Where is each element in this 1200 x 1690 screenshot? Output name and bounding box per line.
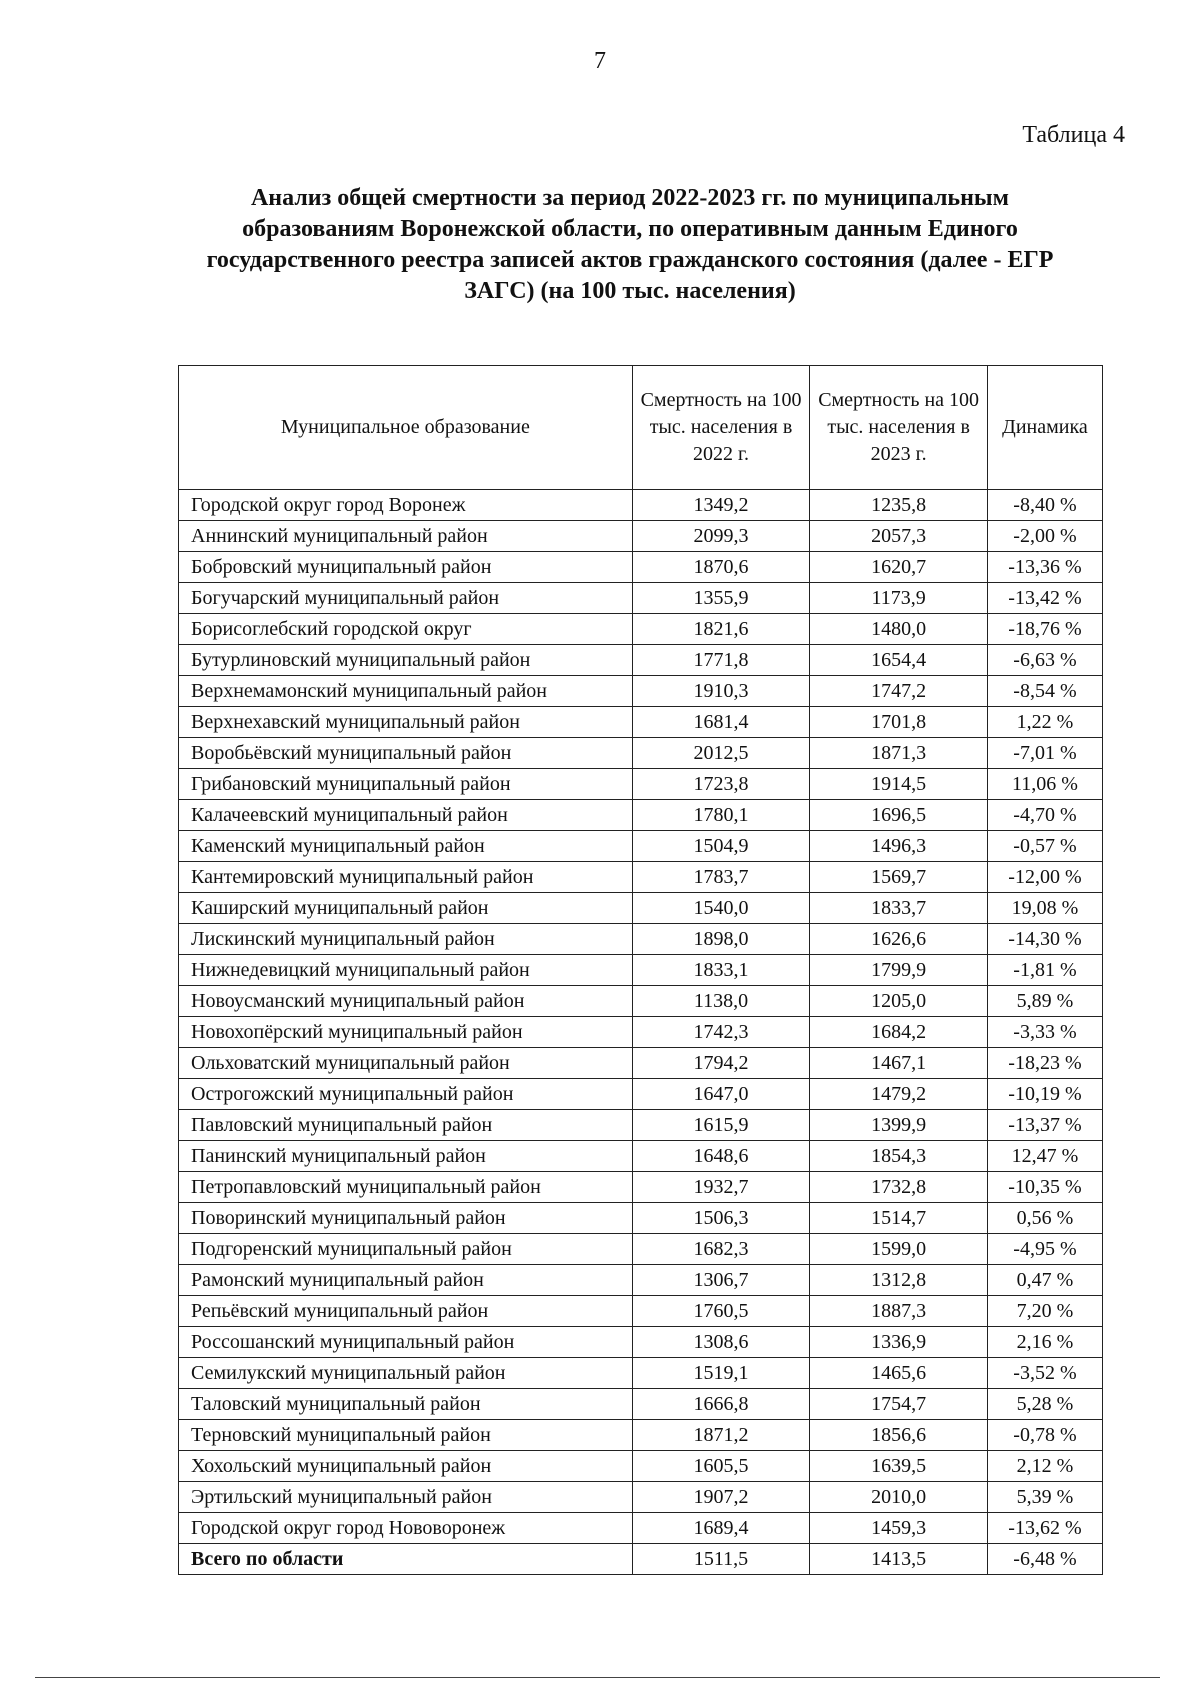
- table-row: [179, 490, 1103, 521]
- mortality-2023-cell: 1620,7: [810, 552, 988, 583]
- mortality-2023-cell: 1701,8: [810, 707, 988, 738]
- mortality-2022-cell: 1932,7: [632, 1172, 810, 1203]
- dynamics-cell: 5,89 %: [987, 986, 1102, 1017]
- dynamics-cell: -13,42 %: [987, 583, 1102, 614]
- mortality-2022-cell: 1771,8: [632, 645, 810, 676]
- table-row: [179, 1327, 1103, 1358]
- mortality-2023-cell: 1754,7: [810, 1389, 988, 1420]
- mortality-2023-cell: 1479,2: [810, 1079, 988, 1110]
- municipality-cell: Калачеевский муниципальный район: [179, 800, 633, 831]
- dynamics-cell: -1,81 %: [987, 955, 1102, 986]
- municipality-cell: Таловский муниципальный район: [179, 1389, 633, 1420]
- dynamics-cell: -14,30 %: [987, 924, 1102, 955]
- mortality-2022-cell: 1794,2: [632, 1048, 810, 1079]
- table-row: [179, 645, 1103, 676]
- mortality-2022-cell: 1666,8: [632, 1389, 810, 1420]
- municipality-cell: Каширский муниципальный район: [179, 893, 633, 924]
- mortality-2023-cell: 2010,0: [810, 1482, 988, 1513]
- table-row: [179, 1358, 1103, 1389]
- dynamics-cell: 2,16 %: [987, 1327, 1102, 1358]
- municipality-cell: Городской округ город Нововоронеж: [179, 1513, 633, 1544]
- dynamics-cell: -12,00 %: [987, 862, 1102, 893]
- municipality-cell: Воробьёвский муниципальный район: [179, 738, 633, 769]
- total-row: [179, 1544, 1103, 1575]
- header-municipality: Муниципальное образование: [179, 366, 633, 490]
- municipality-cell: Верхнемамонский муниципальный район: [179, 676, 633, 707]
- table-row: [179, 1513, 1103, 1544]
- mortality-2022-cell: 1306,7: [632, 1265, 810, 1296]
- mortality-2022-cell: 1871,2: [632, 1420, 810, 1451]
- mortality-2022-cell: 1682,3: [632, 1234, 810, 1265]
- mortality-2022-cell: 1605,5: [632, 1451, 810, 1482]
- mortality-2023-cell: 1887,3: [810, 1296, 988, 1327]
- table-row: [179, 1265, 1103, 1296]
- dynamics-cell: -4,70 %: [987, 800, 1102, 831]
- dynamics-cell: 5,39 %: [987, 1482, 1102, 1513]
- header-dynamics: Динамика: [987, 366, 1102, 490]
- dynamics-cell: -6,63 %: [987, 645, 1102, 676]
- table-row: [179, 831, 1103, 862]
- mortality-2022-cell: 1349,2: [632, 490, 810, 521]
- table-row: [179, 1017, 1103, 1048]
- mortality-2022-cell: 1783,7: [632, 862, 810, 893]
- municipality-cell: Петропавловский муниципальный район: [179, 1172, 633, 1203]
- municipality-cell: Новоусманский муниципальный район: [179, 986, 633, 1017]
- mortality-2023-cell: 1465,6: [810, 1358, 988, 1389]
- mortality-2022-cell: 1910,3: [632, 676, 810, 707]
- mortality-2023-cell: 1399,9: [810, 1110, 988, 1141]
- mortality-2023-cell: 1480,0: [810, 614, 988, 645]
- mortality-2022-cell: 1760,5: [632, 1296, 810, 1327]
- dynamics-cell: -3,33 %: [987, 1017, 1102, 1048]
- table-row: [179, 800, 1103, 831]
- table-row: [179, 676, 1103, 707]
- mortality-2023-cell: 1467,1: [810, 1048, 988, 1079]
- mortality-2022-cell: 1821,6: [632, 614, 810, 645]
- table-row: [179, 614, 1103, 645]
- mortality-2022-cell: 1615,9: [632, 1110, 810, 1141]
- mortality-2022-cell: 1689,4: [632, 1513, 810, 1544]
- mortality-2023-cell: 1684,2: [810, 1017, 988, 1048]
- municipality-cell: Рамонский муниципальный район: [179, 1265, 633, 1296]
- table-row: [179, 552, 1103, 583]
- dynamics-cell: -4,95 %: [987, 1234, 1102, 1265]
- mortality-2023-cell: 1173,9: [810, 583, 988, 614]
- total-municipality-cell: Всего по области: [179, 1544, 633, 1575]
- header-mortality-2023: Смертность на 100 тыс. населения в 2023 г.: [810, 366, 988, 490]
- mortality-2022-cell: 1138,0: [632, 986, 810, 1017]
- table-row: [179, 1482, 1103, 1513]
- table-row: [179, 1110, 1103, 1141]
- dynamics-cell: -13,37 %: [987, 1110, 1102, 1141]
- mortality-table: [178, 365, 1103, 1575]
- dynamics-cell: -10,35 %: [987, 1172, 1102, 1203]
- municipality-cell: Каменский муниципальный район: [179, 831, 633, 862]
- table-row: [179, 924, 1103, 955]
- dynamics-cell: -18,76 %: [987, 614, 1102, 645]
- municipality-cell: Эртильский муниципальный район: [179, 1482, 633, 1513]
- mortality-2022-cell: 1780,1: [632, 800, 810, 831]
- mortality-2022-cell: 1648,6: [632, 1141, 810, 1172]
- municipality-cell: Подгоренский муниципальный район: [179, 1234, 633, 1265]
- dynamics-cell: -13,36 %: [987, 552, 1102, 583]
- mortality-2023-cell: 1871,3: [810, 738, 988, 769]
- table-row: [179, 1234, 1103, 1265]
- mortality-2023-cell: 1235,8: [810, 490, 988, 521]
- mortality-2023-cell: 1626,6: [810, 924, 988, 955]
- dynamics-cell: -13,62 %: [987, 1513, 1102, 1544]
- dynamics-cell: -18,23 %: [987, 1048, 1102, 1079]
- dynamics-cell: -10,19 %: [987, 1079, 1102, 1110]
- mortality-2023-cell: 2057,3: [810, 521, 988, 552]
- mortality-2023-cell: 1514,7: [810, 1203, 988, 1234]
- municipality-cell: Поворинский муниципальный район: [179, 1203, 633, 1234]
- mortality-2022-cell: 1308,6: [632, 1327, 810, 1358]
- table-row: [179, 1420, 1103, 1451]
- mortality-2023-cell: 1732,8: [810, 1172, 988, 1203]
- total-mortality-2023-cell: 1413,5: [810, 1544, 988, 1575]
- table-row: [179, 1048, 1103, 1079]
- dynamics-cell: -2,00 %: [987, 521, 1102, 552]
- mortality-2022-cell: 1833,1: [632, 955, 810, 986]
- dynamics-cell: -0,57 %: [987, 831, 1102, 862]
- dynamics-cell: -3,52 %: [987, 1358, 1102, 1389]
- municipality-cell: Кантемировский муниципальный район: [179, 862, 633, 893]
- header-mortality-2022: Смертность на 100 тыс. населения в 2022 г.: [632, 366, 810, 490]
- mortality-2022-cell: 2099,3: [632, 521, 810, 552]
- municipality-cell: Павловский муниципальный район: [179, 1110, 633, 1141]
- table-body: [179, 490, 1103, 1575]
- table-row: [179, 1172, 1103, 1203]
- mortality-2023-cell: 1799,9: [810, 955, 988, 986]
- mortality-2022-cell: 1681,4: [632, 707, 810, 738]
- municipality-cell: Нижнедевицкий муниципальный район: [179, 955, 633, 986]
- dynamics-cell: -8,40 %: [987, 490, 1102, 521]
- municipality-cell: Новохопёрский муниципальный район: [179, 1017, 633, 1048]
- municipality-cell: Острогожский муниципальный район: [179, 1079, 633, 1110]
- municipality-cell: Аннинский муниципальный район: [179, 521, 633, 552]
- table-row: [179, 1203, 1103, 1234]
- municipality-cell: Городской округ город Воронеж: [179, 490, 633, 521]
- table-row: [179, 862, 1103, 893]
- mortality-2023-cell: 1696,5: [810, 800, 988, 831]
- dynamics-cell: 12,47 %: [987, 1141, 1102, 1172]
- total-mortality-2022-cell: 1511,5: [632, 1544, 810, 1575]
- table-row: [179, 1141, 1103, 1172]
- mortality-2022-cell: 1540,0: [632, 893, 810, 924]
- dynamics-cell: 7,20 %: [987, 1296, 1102, 1327]
- mortality-2023-cell: 1833,7: [810, 893, 988, 924]
- page-number: 7: [594, 48, 606, 74]
- mortality-2023-cell: 1599,0: [810, 1234, 988, 1265]
- mortality-2023-cell: 1654,4: [810, 645, 988, 676]
- mortality-2022-cell: 1519,1: [632, 1358, 810, 1389]
- mortality-2023-cell: 1205,0: [810, 986, 988, 1017]
- table-row: [179, 769, 1103, 800]
- municipality-cell: Терновский муниципальный район: [179, 1420, 633, 1451]
- table-row: [179, 521, 1103, 552]
- mortality-2022-cell: 1907,2: [632, 1482, 810, 1513]
- table-label: Таблица 4: [1022, 122, 1125, 148]
- dynamics-cell: 11,06 %: [987, 769, 1102, 800]
- dynamics-cell: 5,28 %: [987, 1389, 1102, 1420]
- mortality-2023-cell: 1639,5: [810, 1451, 988, 1482]
- dynamics-cell: -0,78 %: [987, 1420, 1102, 1451]
- table-row: [179, 583, 1103, 614]
- table-row: [179, 1451, 1103, 1482]
- municipality-cell: Бутурлиновский муниципальный район: [179, 645, 633, 676]
- dynamics-cell: 0,47 %: [987, 1265, 1102, 1296]
- header-row: [179, 366, 1103, 490]
- municipality-cell: Ольховатский муниципальный район: [179, 1048, 633, 1079]
- mortality-2023-cell: 1914,5: [810, 769, 988, 800]
- municipality-cell: Репьёвский муниципальный район: [179, 1296, 633, 1327]
- table-row: [179, 893, 1103, 924]
- dynamics-cell: 2,12 %: [987, 1451, 1102, 1482]
- dynamics-cell: 19,08 %: [987, 893, 1102, 924]
- table-row: [179, 955, 1103, 986]
- mortality-2022-cell: 2012,5: [632, 738, 810, 769]
- municipality-cell: Бобровский муниципальный район: [179, 552, 633, 583]
- dynamics-cell: 1,22 %: [987, 707, 1102, 738]
- municipality-cell: Лискинский муниципальный район: [179, 924, 633, 955]
- mortality-2023-cell: 1496,3: [810, 831, 988, 862]
- mortality-2022-cell: 1647,0: [632, 1079, 810, 1110]
- municipality-cell: Богучарский муниципальный район: [179, 583, 633, 614]
- mortality-2023-cell: 1747,2: [810, 676, 988, 707]
- mortality-2022-cell: 1742,3: [632, 1017, 810, 1048]
- table-row: [179, 738, 1103, 769]
- municipality-cell: Россошанский муниципальный район: [179, 1327, 633, 1358]
- municipality-cell: Семилукский муниципальный район: [179, 1358, 633, 1389]
- mortality-2022-cell: 1506,3: [632, 1203, 810, 1234]
- total-dynamics-cell: -6,48 %: [987, 1544, 1102, 1575]
- mortality-2023-cell: 1854,3: [810, 1141, 988, 1172]
- mortality-2023-cell: 1856,6: [810, 1420, 988, 1451]
- municipality-cell: Панинский муниципальный район: [179, 1141, 633, 1172]
- table-row: [179, 1079, 1103, 1110]
- municipality-cell: Борисоглебский городской округ: [179, 614, 633, 645]
- municipality-cell: Хохольский муниципальный район: [179, 1451, 633, 1482]
- table-row: [179, 1389, 1103, 1420]
- mortality-2022-cell: 1870,6: [632, 552, 810, 583]
- dynamics-cell: -7,01 %: [987, 738, 1102, 769]
- dynamics-cell: 0,56 %: [987, 1203, 1102, 1234]
- municipality-cell: Верхнехавский муниципальный район: [179, 707, 633, 738]
- mortality-2022-cell: 1723,8: [632, 769, 810, 800]
- mortality-2023-cell: 1569,7: [810, 862, 988, 893]
- mortality-2023-cell: 1312,8: [810, 1265, 988, 1296]
- mortality-2022-cell: 1898,0: [632, 924, 810, 955]
- dynamics-cell: -8,54 %: [987, 676, 1102, 707]
- table-row: [179, 707, 1103, 738]
- municipality-cell: Грибановский муниципальный район: [179, 769, 633, 800]
- footer-rule: [35, 1677, 1160, 1678]
- table-header: [179, 366, 1103, 490]
- table-row: [179, 1296, 1103, 1327]
- mortality-2022-cell: 1504,9: [632, 831, 810, 862]
- mortality-2023-cell: 1336,9: [810, 1327, 988, 1358]
- mortality-2023-cell: 1459,3: [810, 1513, 988, 1544]
- mortality-2022-cell: 1355,9: [632, 583, 810, 614]
- document-title: Анализ общей смертности за период 2022-2023 гг. по муниципальным образованиям Воронежской области, по оперативным данным Единого государственного реестра записей актов гражданского состояния (далее - ЕГР ЗАГС) (на 100 тыс. населения): [206, 185, 1054, 304]
- table-row: [179, 986, 1103, 1017]
